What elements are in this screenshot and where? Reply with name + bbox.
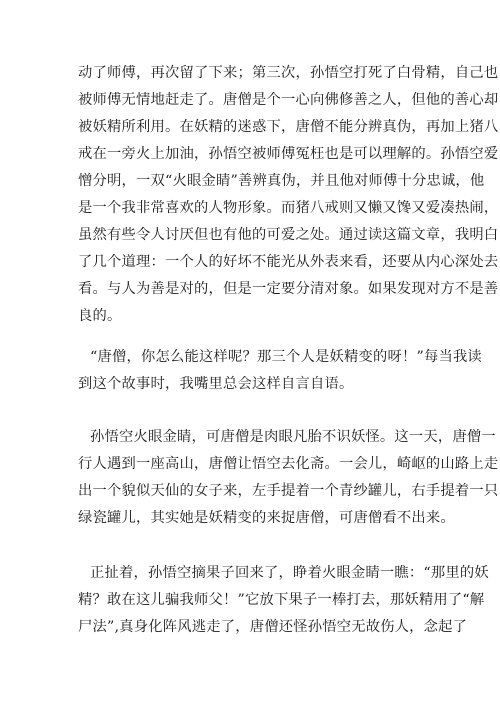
text-line: 虽然有些令人讨厌但也有他的可爱之处。通过读这篇文章，我明白 (78, 227, 499, 243)
text-line: 正扯着，孙悟空摘果子回来了，睁着火眼金睛一瞧：“那里的妖 (90, 565, 489, 581)
text-line: 尸法”,真身化阵风逃走了，唐僧还怪孙悟空无故伤人，念起了 (78, 619, 468, 635)
text-line: 是一个我非常喜欢的人物形象。而猪八戒则又懒又馋又爱凑热闹， (78, 200, 499, 216)
text-line: 孙悟空火眼金睛，可唐僧是肉眼凡胎不识妖怪。这一天，唐僧一 (90, 429, 496, 445)
text-line: 憎分明，一双“火眼金睛”善辨真伪，并且他对师傅十分忠诚，他 (78, 173, 485, 189)
paragraph-3 (78, 424, 499, 532)
text-line: “唐僧，你怎么能这样呢？那三个人是妖精变的呀！”每当我读 (90, 349, 482, 365)
text-line: 被妖精所利用。在妖精的迷惑下，唐僧不能分辨真伪，再加上猪八 (78, 119, 499, 135)
text-line: 绿瓷罐儿，其实她是妖精变的来捉唐僧，可唐僧看不出来。 (78, 510, 455, 526)
paragraph-1 (78, 60, 499, 330)
text-line: 精？敢在这儿骗我师父！”它放下果子一棒打去，那妖精用了“解 (78, 592, 485, 608)
text-line: 了几个道理：一个人的好坏不能光从外表来看，还要从内心深处去 (78, 254, 499, 270)
text-line: 良的。 (78, 308, 122, 324)
paragraph-4 (78, 560, 489, 641)
text-line: 被师傅无情地赶走了。唐僧是个一心向佛修善之人，但他的善心却 (78, 92, 499, 108)
text-line: 动了师傅，再次留了下来；第三次，孙悟空打死了白骨精，自己也 (78, 65, 499, 81)
text-line: 到这个故事时，我嘴里总会这样自言自语。 (78, 376, 354, 392)
text-line: 出一个貌似天仙的女子来，左手提着一个青纱罐儿，右手提着一只 (78, 483, 499, 499)
paragraph-2 (78, 344, 482, 398)
text-line: 行人遇到一座高山，唐僧让悟空去化斋。一会儿，崎岖的山路上走 (78, 456, 499, 472)
text-line: 看。与人为善是对的，但是一定要分清对象。如果发现对方不是善 (78, 281, 499, 297)
text-line: 戒在一旁火上加油，孙悟空被师傅冤枉也是可以理解的。孙悟空爱 (78, 146, 499, 162)
